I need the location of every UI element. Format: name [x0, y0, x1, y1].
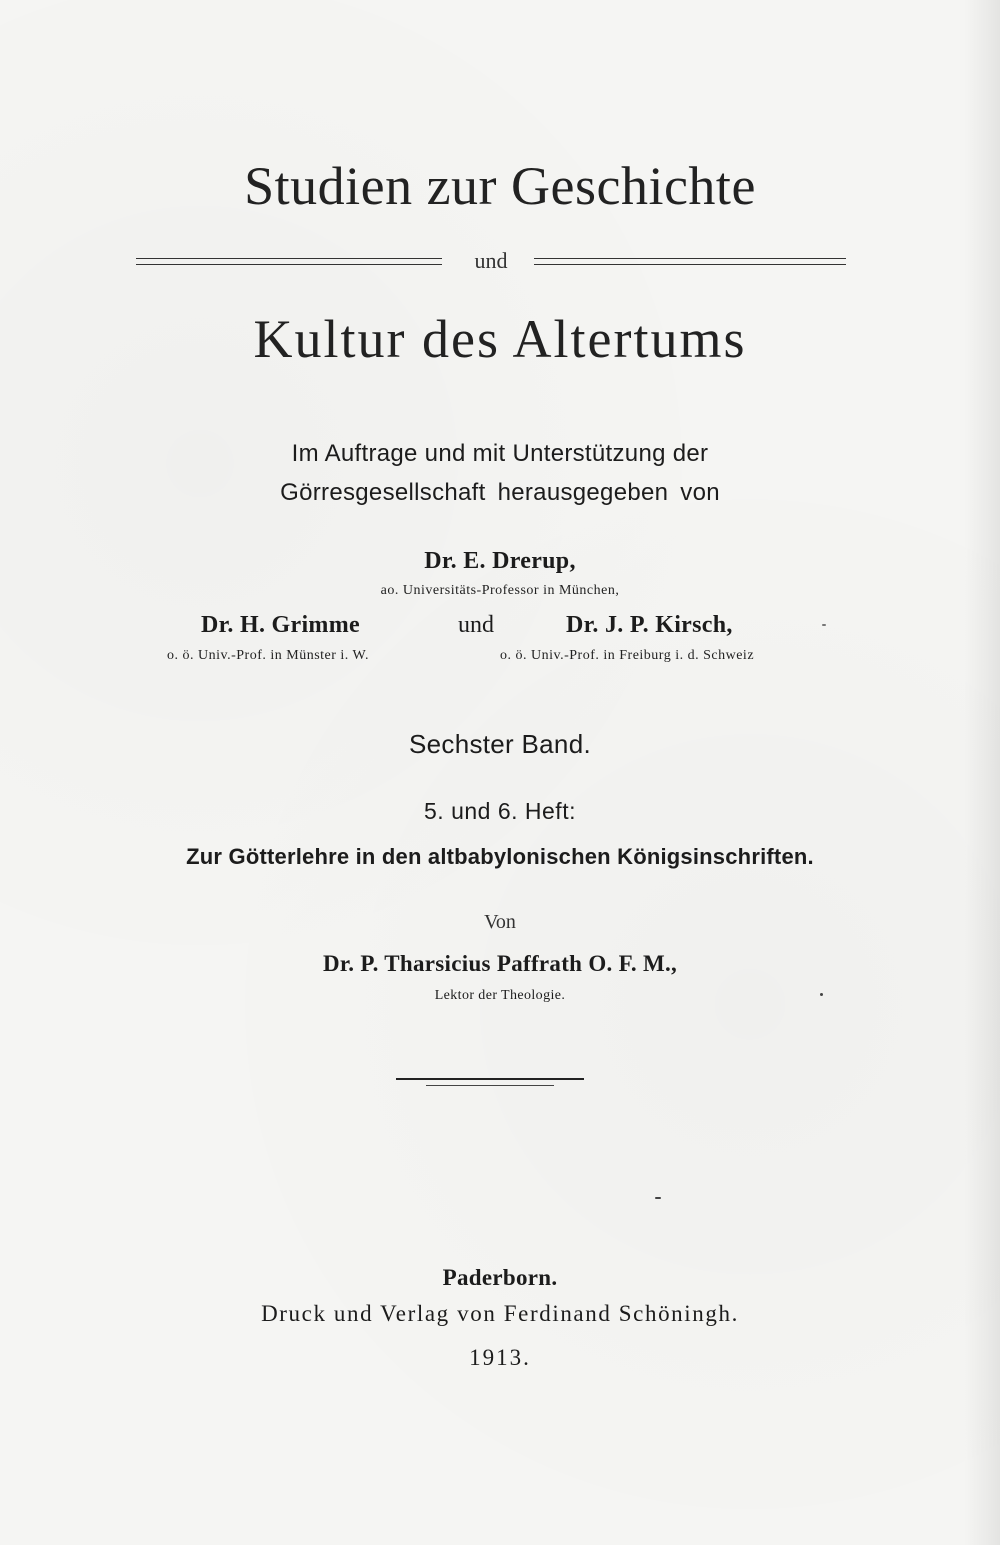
ornament-rule-bottom: [426, 1085, 554, 1086]
editor-name-kirsch: Dr. J. P. Kirsch,: [566, 612, 733, 638]
paper-speck: [822, 624, 826, 626]
editor-affiliation-grimme: o. ö. Univ.-Prof. in Münster i. W.: [167, 648, 369, 663]
imprint-publisher: Druck und Verlag von Ferdinand Schöningh.: [261, 1301, 739, 1326]
editor-affiliation-kirsch: o. ö. Univ.-Prof. in Freiburg i. d. Schweiz: [500, 648, 755, 663]
imprint-place: Paderborn.: [442, 1265, 558, 1290]
paper-speck: [655, 1197, 661, 1199]
volume-heft: 5. und 6. Heft:: [424, 798, 576, 824]
double-rule-right: [534, 258, 846, 265]
editor-names-row: [0, 612, 1000, 646]
subtitle-line-2: Görresgesellschaft herausgegeben von: [280, 479, 720, 506]
series-title-line-2: Kultur des Altertums: [253, 309, 747, 369]
author-by: Von: [484, 911, 516, 933]
author-name: Dr. P. Tharsicius Paffrath O. F. M.,: [322, 951, 678, 976]
author-affiliation: Lektor der Theologie.: [434, 988, 566, 1003]
series-title-line-1: Studien zur Geschichte: [244, 156, 756, 216]
title-connector-row: [136, 248, 846, 274]
imprint-year: 1913.: [469, 1345, 531, 1370]
editors-connector: und: [458, 612, 494, 638]
title-connector: und: [474, 248, 508, 273]
volume-band: Sechster Band.: [409, 729, 591, 759]
editor-name-grimme: Dr. H. Grimme: [201, 612, 360, 638]
editor-affiliation-drerup: ao. Universitäts-Professor in München,: [380, 583, 620, 598]
subtitle-line-1: Im Auftrage und mit Unterstützung der: [291, 440, 709, 467]
editor-affiliations-row: [0, 648, 1000, 668]
paper-speck: [820, 993, 823, 996]
work-title: Zur Götterlehre in den altbabylonischen Königsinschriften.: [186, 844, 814, 869]
editor-name-drerup: Dr. E. Drerup,: [424, 548, 576, 574]
ornament-rule-top: [396, 1078, 584, 1080]
